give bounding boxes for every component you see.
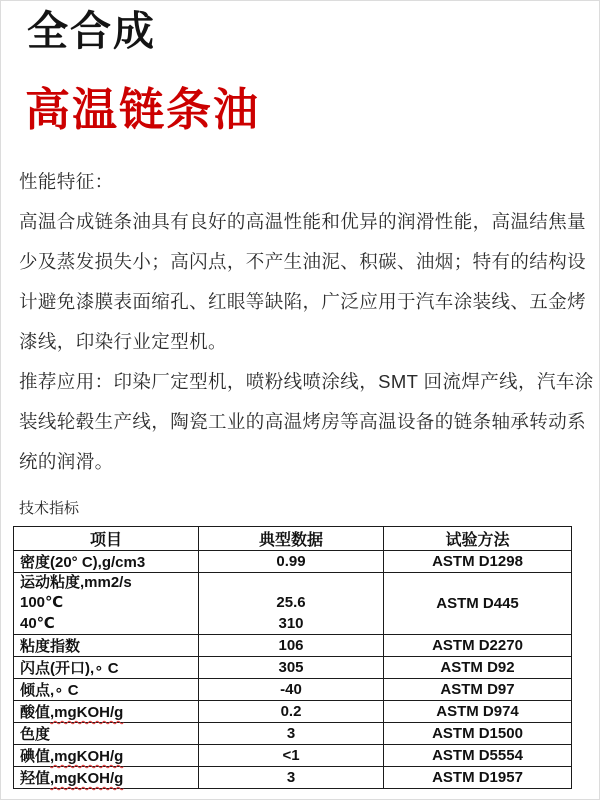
table-row-acid-value (14, 701, 572, 723)
item-unit-spellcheck: ,mgKOH/g (50, 770, 124, 787)
col-header-typical-data: 典型数据 (199, 526, 384, 550)
cell-method: ASTM D445 (384, 572, 572, 635)
features-heading: 性能特征： (19, 170, 114, 192)
body-text-block (19, 162, 594, 482)
features-line: 计避免漆膜表面缩孔、红眼等缺陷，广泛应用于汽车涂装线、五金烤 (19, 290, 587, 312)
applications-line: 推荐应用：印染厂定型机，喷粉线喷涂线，SMT 回流焊产线，汽车涂 (19, 370, 594, 392)
cell-value: 106 (199, 635, 384, 657)
cell-method: ASTM D5554 (384, 745, 572, 767)
cell-item (14, 767, 199, 789)
table-row-flash-point (14, 657, 572, 679)
specs-table (13, 526, 572, 790)
cell-method: ASTM D2270 (384, 635, 572, 657)
cell-item: 闪点(开口),∘ C (14, 657, 199, 679)
cell-item: 密度(20° C),g/cm3 (14, 550, 199, 572)
viscosity-item-line: 40℃ (20, 614, 55, 632)
cell-item: 粘度指数 (14, 635, 199, 657)
product-name-title: 高温链条油 (25, 84, 261, 136)
applications-line: 装线轮毂生产线，陶瓷工业的高温烤房等高温设备的链条轴承转动系 (19, 410, 587, 432)
viscosity-item-line: 100℃ (20, 594, 64, 611)
cell-value: 305 (199, 657, 384, 679)
cell-value: 0.2 (199, 701, 384, 723)
viscosity-item-line: 运动粘度,mm2/s (20, 573, 132, 591)
cell-value: 0.99 (199, 550, 384, 572)
cell-method: ASTM D974 (384, 701, 572, 723)
applications-line: 统的润滑。 (19, 450, 114, 472)
cell-method: ASTM D1298 (384, 550, 572, 572)
cell-item: 色度 (14, 723, 199, 745)
features-line: 少及蒸发损失小；高闪点，不产生油泥、积碳、油烟；特有的结构设 (19, 250, 587, 272)
table-row-iodine-value (14, 745, 572, 767)
cell-method: ASTM D1500 (384, 723, 572, 745)
table-row-viscosity-index (14, 635, 572, 657)
cell-item (14, 572, 199, 635)
cell-value: -40 (199, 679, 384, 701)
table-header-row (14, 526, 572, 550)
cell-item (14, 745, 199, 767)
col-header-test-method: 试验方法 (384, 526, 572, 550)
cell-value (199, 572, 384, 635)
table-row-color (14, 723, 572, 745)
features-line: 高温合成链条油具有良好的高温性能和优异的润滑性能，高温结焦量 (19, 210, 587, 232)
cell-value: 3 (199, 723, 384, 745)
features-line: 漆线，印染行业定型机。 (19, 330, 227, 352)
col-header-item: 项目 (14, 526, 199, 550)
cell-item: 倾点,∘ C (14, 679, 199, 701)
cell-value: <1 (199, 745, 384, 767)
cell-item (14, 701, 199, 723)
viscosity-value-line: 310 (278, 614, 304, 632)
viscosity-value-line: 25.6 (276, 594, 306, 611)
cell-method: ASTM D92 (384, 657, 572, 679)
tech-specs-caption: 技术指标 (19, 499, 80, 517)
table-row-density (14, 550, 572, 572)
cell-value: 3 (199, 767, 384, 789)
viscosity-value-line (199, 573, 383, 594)
cell-method: ASTM D97 (384, 679, 572, 701)
item-name: 碘值 (20, 748, 51, 765)
item-unit-spellcheck: ,mgKOH/g (50, 748, 124, 765)
item-name: 羟值 (20, 770, 51, 787)
item-name: 酸值 (20, 704, 51, 721)
item-unit-spellcheck: ,mgKOH/g (50, 704, 124, 721)
product-category-title: 全合成 (27, 8, 156, 54)
table-row-hydroxyl-value (14, 767, 572, 789)
table-row-pour-point (14, 679, 572, 701)
cell-method: ASTM D1957 (384, 767, 572, 789)
table-row-viscosity (14, 572, 572, 635)
